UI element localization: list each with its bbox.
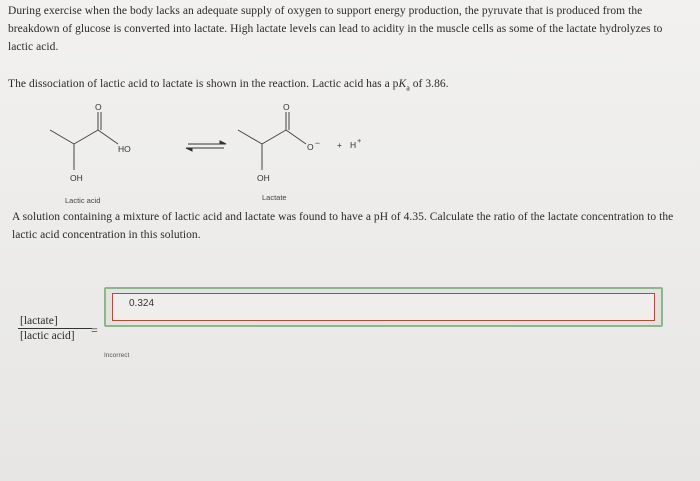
lactic-acid-hydroxyl: HO: [118, 144, 131, 154]
answer-status: Incorrect: [104, 352, 130, 359]
lactic-acid-carbonyl-o: O: [95, 102, 102, 112]
lactate-carboxylate-o: O: [307, 142, 314, 152]
reaction-text: The dissociation of lactic acid to lactate is shown in the reaction. Lactic acid has a p: [8, 78, 399, 90]
pka-k: K: [398, 78, 407, 90]
pka-subscript: a: [406, 83, 410, 93]
ratio-fraction: [18, 315, 98, 342]
pka-value-text: of 3.86.: [409, 78, 449, 90]
lactate-caption: Lactate: [262, 193, 287, 202]
question-paragraph-reaction: [8, 75, 688, 97]
answer-input[interactable]: [112, 293, 655, 321]
lactate-alpha-oh: OH: [257, 173, 270, 183]
equals-sign: =: [91, 323, 98, 337]
equilibrium-arrow-icon: [186, 141, 226, 151]
lactic-acid-structure: [50, 112, 118, 170]
lactate-charge: −: [315, 138, 320, 148]
ratio-denominator: [lactic acid]: [20, 330, 75, 342]
lactate-structure: [238, 112, 306, 170]
lactic-acid-alpha-oh: OH: [70, 173, 83, 183]
ratio-numerator: [lactate]: [20, 315, 58, 327]
lactate-carbonyl-o: O: [283, 102, 290, 112]
question-paragraph-task: A solution containing a mixture of lactic acid and lactate was found to have a pH of 4.35. Calculate the ratio of the lactate concentration to the lactic acid concentration in this solution.: [12, 211, 674, 241]
answer-input-value: 0.324: [129, 298, 155, 309]
fraction-bar: [18, 328, 92, 329]
plus-sign: +: [337, 140, 342, 150]
proton-charge: +: [357, 136, 362, 145]
lactic-acid-caption: Lactic acid: [65, 196, 101, 205]
reaction-scheme: [30, 100, 550, 210]
proton: H: [350, 140, 357, 150]
question-paragraph-intro: During exercise when the body lacks an adequate supply of oxygen to support energy production, the pyruvate that is produced from the breakdown of glucose is converted into lactate. High lactate levels can lead to acidity in the muscle cells as some of the lactate hydrolyzes to lactic acid.: [8, 5, 663, 53]
answer-field-container: [104, 287, 663, 327]
